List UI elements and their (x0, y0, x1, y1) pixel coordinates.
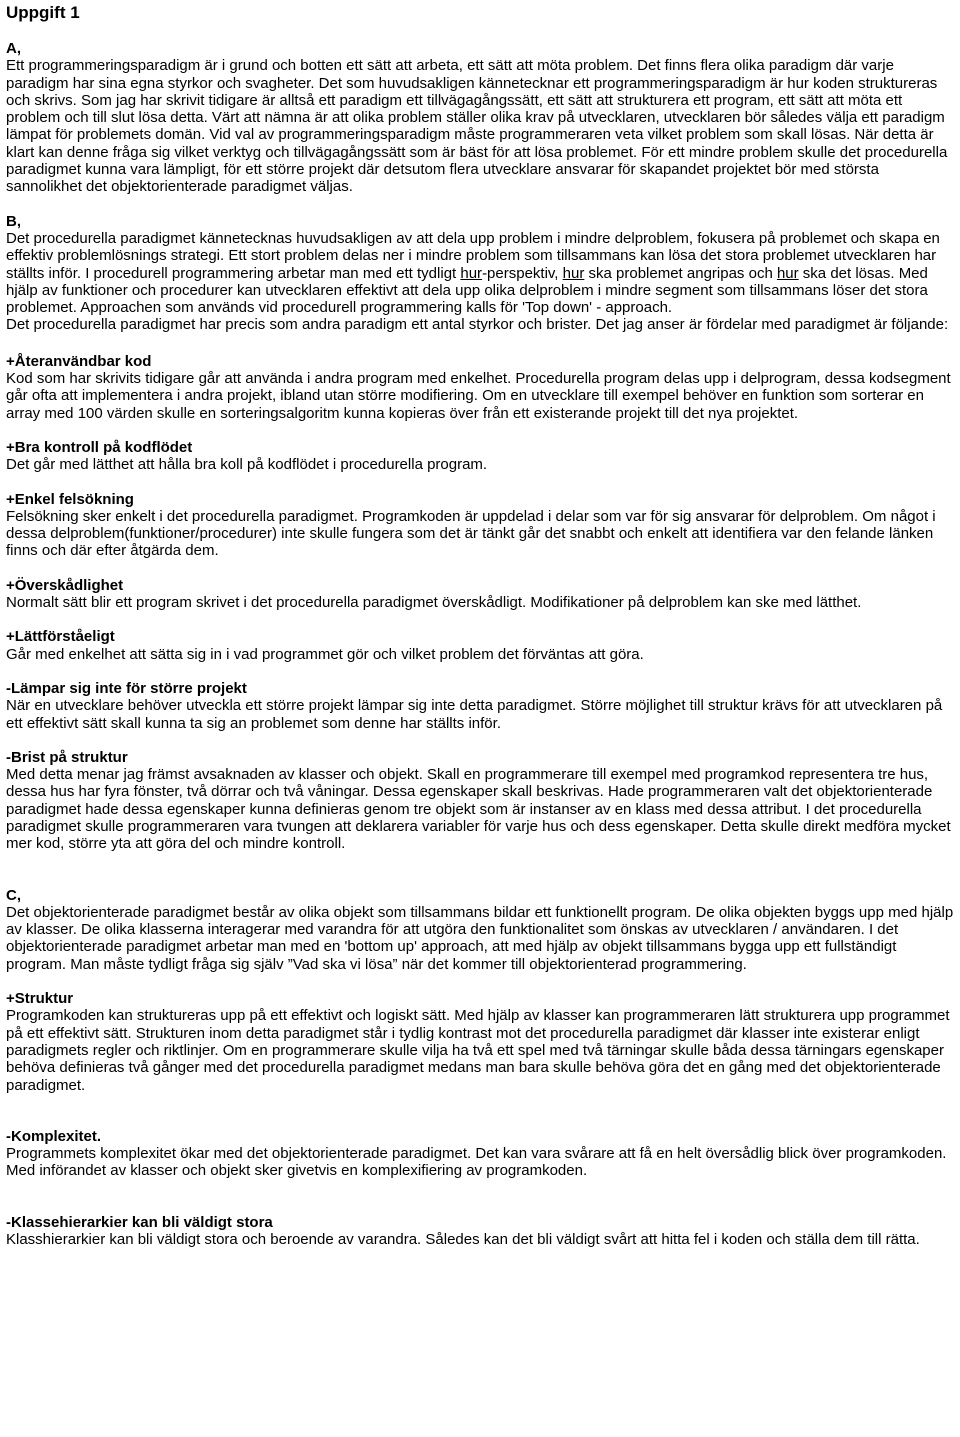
item-heading: +Bra kontroll på kodflödet (6, 438, 193, 456)
section-b-intro: Det procedurella paradigmet kännetecknas huvudsakligen av att dela upp problem i mindre delproblem, fokusera på problemet och skapa en effektiv problemlösnings strategi. Ett stort problem delas ner i mindre problem som tillsammans kan lösa det stora problemet utvecklaren har ställts inför. I procedurell programmering arbetar man med ett tydligt hur-perspektiv, hur ska problemet angripas och hur ska det lösas. Med hjälp av funktioner och procedurer kan utvecklaren effektivt att dela upp olika delproblem i mindre segment som tillsammans löser det stora problemet. Approachen som används vid procedurell programmering kalls för 'Top down' - approach. (6, 229, 940, 317)
item-text: Programkoden kan struktureras upp på ett effektivt och logiskt sätt. Med hjälp av klasser kan programmeraren lätt strukturera upp programmet på ett effektivt sätt. Strukturen inom detta paradigmet står i tydlig kontrast mot det procedurella paradigmet där klasser inte existerar enligt paradigmets regler och riktlinjer. Om en programmerare skulle vilja ha två ett spel med två tärningar skulle båda dessa tärningars egenskaper behöva definieras två gånger med det procedurella paradigmet medans man bara skulle behöva göra det en gång med det objektorienterade paradigmet. (6, 1007, 950, 1094)
item-text: Felsökning sker enkelt i det procedurella paradigmet. Programkoden är uppdelad i delar som var för sig ansvarar för delproblem. Om något i dessa delproblem(funktioner/procedurer) inte skulle fungera som det är tänkt går det snabbt och enkelt att identifiera var den felande länken finns och där efter åtgärda dem. (6, 507, 936, 560)
item-text: Kod som har skrivits tidigare går att använda i andra program med enkelhet. Procedurella program delas upp i delprogram, dessa kodsegment går ofta att implementera i andra projekt, ibland utan större modifiering. Om en utvecklare till exempel behöver en funktion som sorterar en array med 100 värden skulle en sorteringsalgoritm kunna kopieras över från ett existerande projekt till det nya projektet. (6, 370, 951, 422)
document-title: Uppgift 1 (6, 3, 80, 22)
item-text: Går med enkelhet att sätta sig in i vad programmet gör och vilket problem det förväntas att göra. (6, 645, 644, 663)
item-heading: -Lämpar sig inte för större projekt (6, 679, 247, 697)
document (6, 3, 954, 1248)
item-heading: +Enkel felsökning (6, 490, 134, 508)
item-text: Det går med lätthet att hålla bra koll på kodflödet i procedurella program. (6, 456, 488, 474)
item-text: När en utvecklare behöver utveckla ett större projekt lämpar sig inte detta paradigmet. Större möjlighet till struktur krävs för att utvecklaren på ett effektivt sätt skall kunna ta sig an problemet som denne har ställts inför. (6, 697, 943, 732)
item-text: Normalt sätt blir ett program skrivet i det procedurella paradigmet överskådligt. Modifikationer på delproblem kan ske med lätthet. (6, 594, 862, 612)
section-a-label: A, (6, 40, 21, 57)
section-a-paragraph: Ett programmeringsparadigm är i grund och botten ett sätt att arbeta, ett sätt att möta problem. Det finns flera olika paradigm där varje paradigm har sina egna styrkor och svagheter. Det som huvudsakligen kännetecknar ett programmeringsparadigm är hur koden struktureras och skrivs. Som jag har skrivit tidigare är alltså ett paradigm ett tillvägagångssätt, ett sätt att strukturera ett program, ett sätt att möta ett problem och till slut lösa detta. Värt att nämna är att olika problem ställer olika krav på utvecklaren, utvecklaren bör således välja ett paradigm lämpat för problemets domän. Vid val av programmeringsparadigm måste programmeraren veta vilket problem som skall lösas. När detta är klart kan denne fråga sig vilket verktyg och tillvägagångssätt som är bäst för att lösa problemet. För ett mindre problem skulle det procedurella paradigmet kunna vara lämpligt, för ett större projekt där detsutom flera utvecklare ansvarar för skapandet projektet bör med största sannolikhet det objektorienterade paradigmet väljas. (6, 57, 948, 196)
item-text: Klasshierarkier kan bli väldigt stora och beroende av varandra. Således kan det bli väldigt svårt att hitta fel i koden och ställa dem till rätta. (6, 1231, 920, 1249)
item-heading: -Brist på struktur (6, 748, 128, 766)
section-b-label: B, (6, 212, 21, 230)
item-heading: -Komplexitet. (6, 1127, 102, 1145)
item-heading: +Struktur (6, 990, 74, 1008)
item-heading: +Överskådlighet (6, 576, 124, 594)
item-heading: +Återanvändbar kod (6, 352, 152, 370)
item-heading: +Lättförståeligt (6, 628, 115, 646)
section-c-label: C, (6, 886, 21, 904)
item-text: Programmets komplexitet ökar med det objektorienterade paradigmet. Det kan vara svårare att få en helt översådlig blick över programkoden. Med införandet av klasser och objekt sker givetvis en komplexifiering av programkoden. (6, 1145, 947, 1180)
section-b-intro-2: Det procedurella paradigmet har precis som andra paradigm ett antal styrkor och brister. Det jag anser är fördelar med paradigmet är följande: (6, 316, 949, 334)
item-heading: -Klassehierarkier kan bli väldigt stora (6, 1213, 273, 1231)
item-text: Med detta menar jag främst avsaknaden av klasser och objekt. Skall en programmerare till exempel med programkod representera tre hus, dessa hus har fyra fönster, två dörrar och två våningar. Dessa egenskaper skall beskrivas. Hade programmeraren valt det objektorienterade paradigmet hade dessa egenskaper kunna definieras genom tre objekt som är instanser av en klass med dessa attribut. I det procedurella paradigmet skulle programmeraren vara tvungen att deklarera variabler för varje hus och dess egenskaper. Detta skulle direkt medföra mycket mer kod, större yta att göra del och mindre kontroll. (6, 766, 951, 853)
section-c-intro: Det objektorienterade paradigmet består av olika objekt som tillsammans bildar ett funktionellt program. De olika objekten byggs upp med hjälp av klasser. De olika klasserna interagerar med varandra för att utgöra den funktionalitet som önskas av utvecklaren / användaren. I det objektorienterade paradigmet arbetar man med en 'bottom up' approach, att med hjälp av objekt tillsammans bygga upp ett fullständigt program. Man måste tydligt fråga sig själv ”Vad ska vi lösa” när det kommer till objektorienterad programmering. (6, 903, 954, 973)
